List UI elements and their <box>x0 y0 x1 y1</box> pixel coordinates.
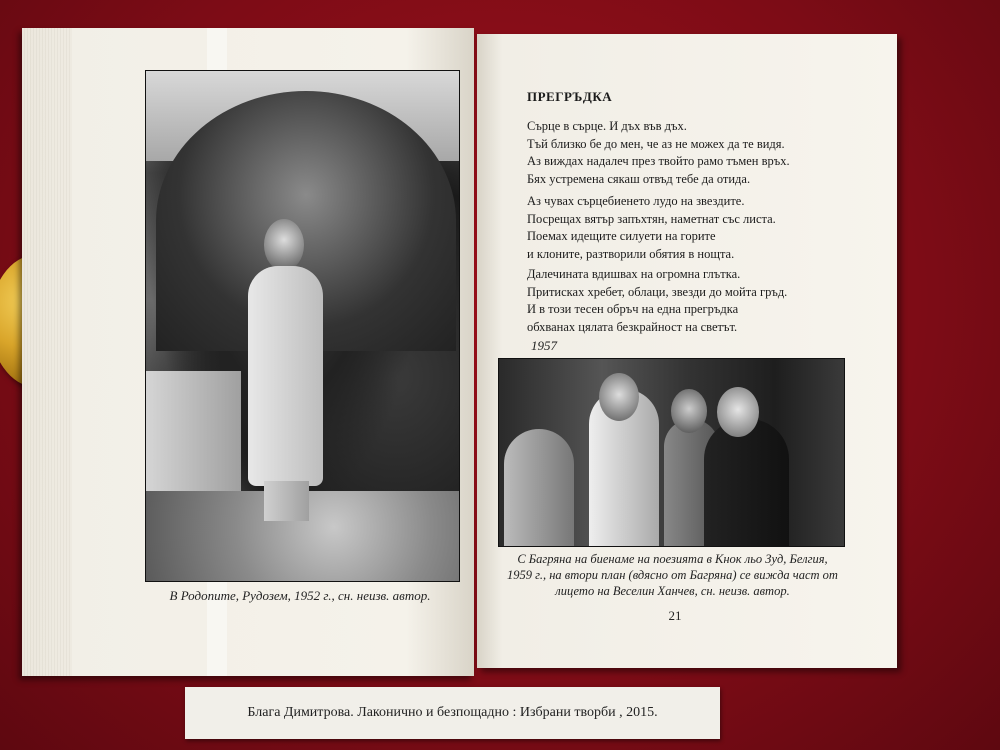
poem-line: Далечината вдишвах на огромна глътка. <box>527 267 741 281</box>
caption-line: С Багряна на биенаме на поезията в Кнок льо Зуд, Белгия, <box>517 552 828 566</box>
photo-person-head <box>671 389 707 433</box>
poem-line: Поемах идещите силуети на горите <box>527 229 716 243</box>
right-photo-caption <box>500 551 845 599</box>
photo-woman-legs <box>264 481 309 521</box>
photo-woman-head <box>264 219 304 271</box>
photo-person-head <box>599 373 639 421</box>
photo-group-reception <box>498 358 845 547</box>
photo-person <box>504 429 574 547</box>
photo-person <box>704 419 789 547</box>
photo-person-head <box>717 387 759 437</box>
poem-line: Посрещах вятър запъхтян, наметнат със листа. <box>527 211 776 226</box>
exhibit-label-card <box>185 687 720 739</box>
photo-woman-rhodopes <box>145 70 460 582</box>
photo-woman-dress <box>248 266 323 486</box>
poem-stanza-2 <box>527 193 776 263</box>
poem-line: Притисках хребет, облаци, звезди до мойта гръд. <box>527 284 788 299</box>
poem-line: Аз виждах надалеч през твойто рамо тъмен връх. <box>527 154 790 168</box>
poem-title: ПРЕГРЪДКА <box>527 89 613 104</box>
left-photo-caption: В Родопите, Рудозем, 1952 г., сн. неизв. автор. <box>169 588 431 603</box>
poem-stanza-1 <box>527 118 790 188</box>
poem-line: обхванах цялата безкрайност на светът. <box>527 319 738 334</box>
page-edges <box>22 28 72 676</box>
poem-line: Аз чувах сърцебиенето лудо на звездите. <box>527 194 745 208</box>
page-number: 21 <box>668 608 682 623</box>
poem-line: и клоните, разтворили обятия в нощта. <box>527 246 735 261</box>
poem-year: 1957 <box>531 338 557 353</box>
poem-line: Тъй близко бе до мен, че аз не можех да те видя. <box>527 136 785 151</box>
poem-stanza-3 <box>527 266 787 336</box>
poem-line: Сърце в сърце. И дъх във дъх. <box>527 119 687 133</box>
exhibit-label-text: Блага Димитрова. Лаконично и безпощадно : Избрани творби , 2015. <box>247 705 658 720</box>
caption-line: 1959 г., на втори план (вдясно от Багряна) се вижда част от <box>507 568 838 582</box>
poem-line: И в този тесен обръч на една прегръдка <box>527 302 739 316</box>
poem-line: Бях устремена сякаш отвъд тебе да отида. <box>527 171 751 186</box>
caption-line: лицето на Веселин Ханчев, сн. неизв. автор. <box>555 584 790 598</box>
